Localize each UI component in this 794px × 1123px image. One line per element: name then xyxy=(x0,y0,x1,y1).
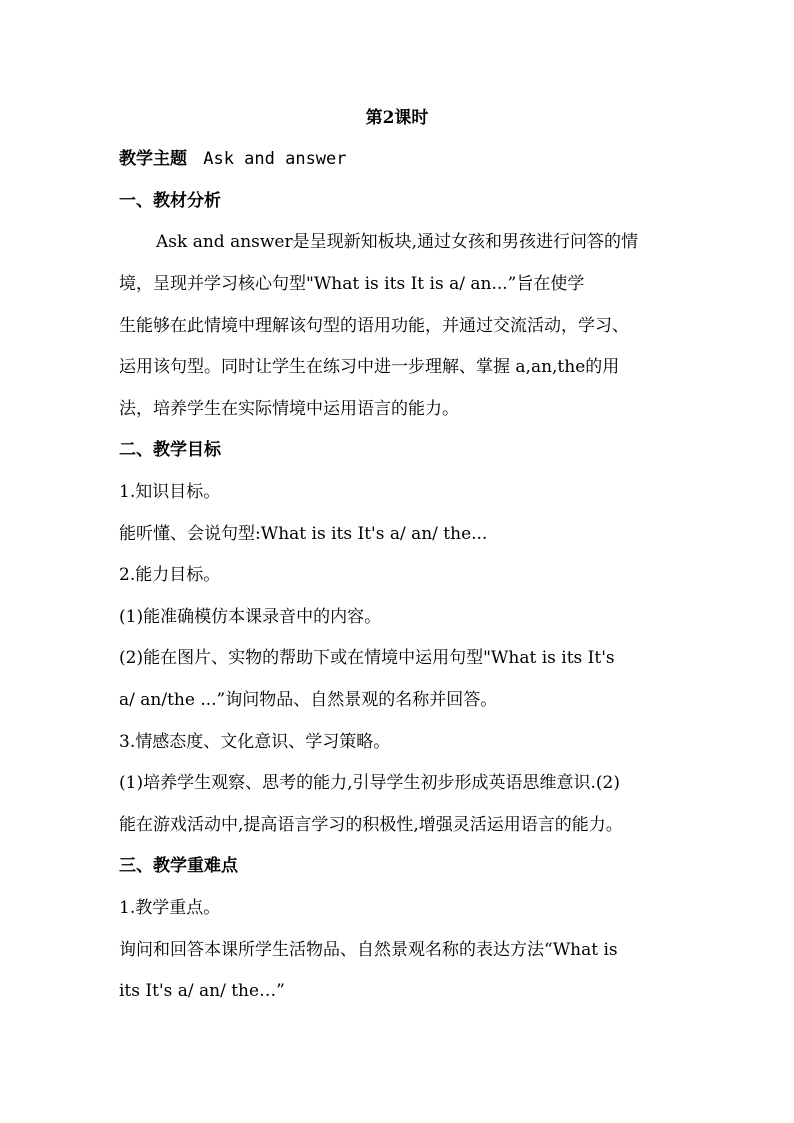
objectives-line-2: 能听懂、会说句型:What is its It's a/ an/ the... xyxy=(119,524,488,544)
analysis-line-1: Ask and answer是呈现新知板块,通过女孩和男孩进行问答的情 xyxy=(156,232,639,252)
topic-label: 教学主题 xyxy=(119,149,187,169)
objectives-line-9: 能在游戏活动中,提高语言学习的积极性,增强灵活运用语言的能力。 xyxy=(119,815,623,835)
analysis-line-5: 法，培养学生在实际情境中运用语言的能力。 xyxy=(119,399,459,419)
objectives-line-6: a/ an/the ...”询问物品、自然景观的名称并回答。 xyxy=(119,690,498,710)
section-heading-objectives: 二、教学目标 xyxy=(119,440,221,460)
objectives-line-4: (1)能准确模仿本课录音中的内容。 xyxy=(119,607,382,627)
objectives-line-7: 3.情感态度、文化意识、学习策略。 xyxy=(119,732,391,752)
section-heading-analysis: 一、教材分析 xyxy=(119,191,221,211)
topic-value: Ask and answer xyxy=(203,149,347,169)
objectives-line-1: 1.知识目标。 xyxy=(119,482,221,502)
key-points-line-1: 1.教学重点。 xyxy=(119,898,221,918)
analysis-line-4: 运用该句型。同时让学生在练习中进一步理解、掌握 a,an,the的用 xyxy=(119,357,620,377)
analysis-line-3: 生能够在此情境中理解该句型的语用功能，并通过交流活动，学习、 xyxy=(119,316,629,336)
section-heading-key-points: 三、教学重难点 xyxy=(119,856,238,876)
objectives-line-3: 2.能力目标。 xyxy=(119,565,221,585)
analysis-line-2: 境，呈现并学习核心句型"What is its It is a/ an...”旨在使学 xyxy=(119,274,585,294)
objectives-line-8: (1)培养学生观察、思考的能力,引导学生初步形成英语思维意识.(2) xyxy=(119,773,620,793)
topic-line xyxy=(119,147,679,171)
objectives-line-5: (2)能在图片、实物的帮助下或在情境中运用句型"What is its It's xyxy=(119,648,615,668)
key-points-line-2: 询问和回答本课所学生活物品、自然景观名称的表达方法“What is xyxy=(119,940,618,960)
key-points-line-3: its It's a/ an/ the…” xyxy=(119,981,285,1001)
lesson-title: 第2课时 xyxy=(365,108,429,128)
